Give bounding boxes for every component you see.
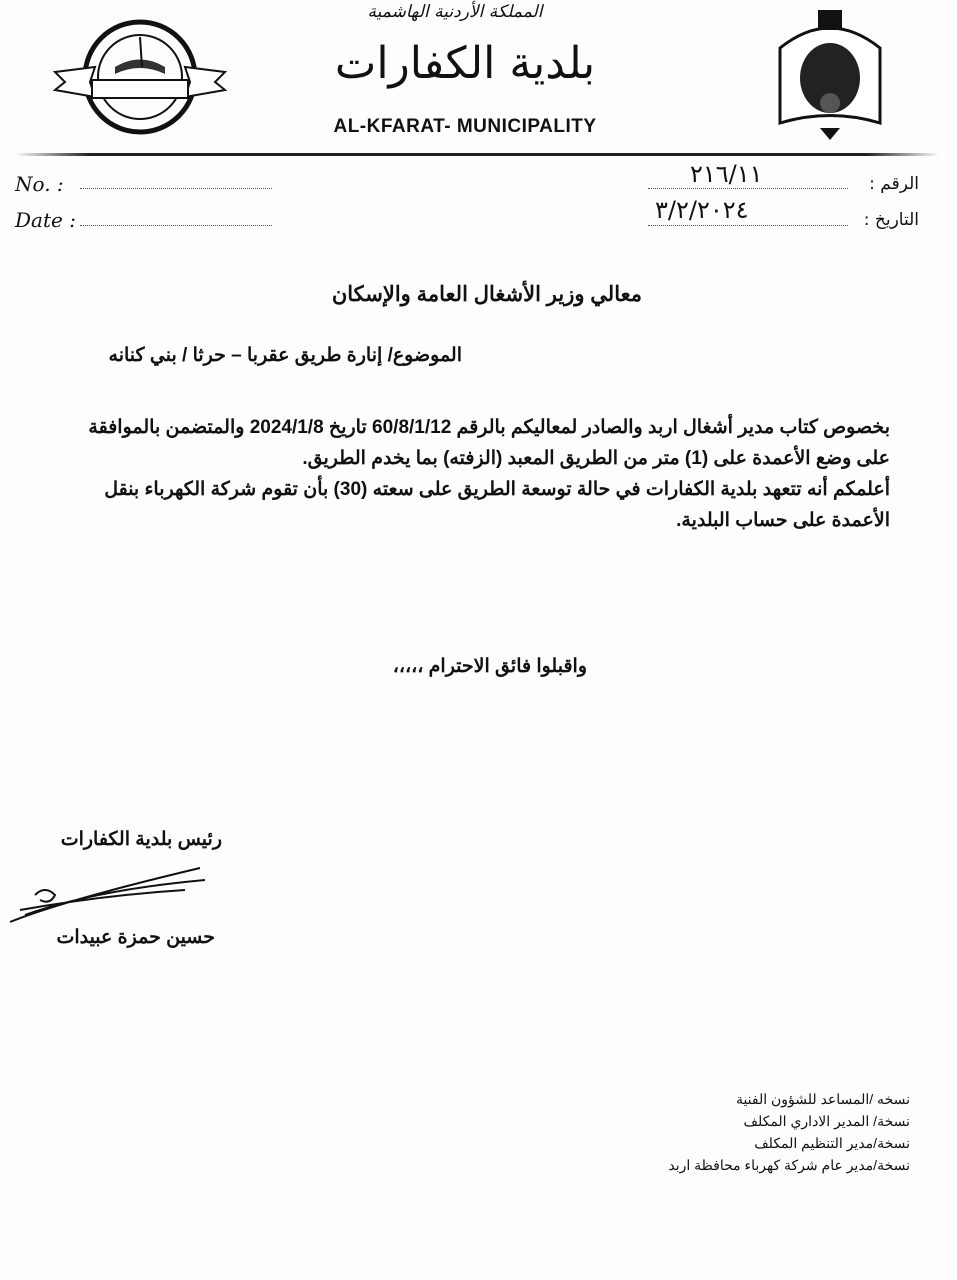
body-paragraph: أعلمكم أنه تتعهد بلدية الكفارات في حالة توسعة الطريق على سعته (30) بأن تقوم شركة الكهرباء بنقل الأعمدة على حساب البلدية. (104, 479, 890, 531)
header-divider (15, 153, 940, 156)
subject-line: الموضوع/ إنارة طريق عقربا – حرثا / بني كنانه (108, 345, 462, 366)
closing-line: واقبلوا فائق الاحترام ،،،،، (392, 656, 587, 677)
reference-number: ٢١٦/١١ (690, 160, 763, 188)
date-label-en: Date : (15, 208, 76, 232)
cc-item: نسخه /المساعد للشؤون الفنية (735, 1091, 910, 1107)
cc-item: نسخة/مدير عام شركة كهرباء محافظة اربد (668, 1157, 910, 1173)
municipality-seal-logo (50, 12, 230, 142)
cc-list (600, 1088, 910, 1176)
municipality-name-english: AL-KFARAT- MUNICIPALITY (333, 116, 597, 137)
date-label-ar: التاريخ : (863, 210, 919, 230)
signatory-name: حسين حمزة عبيدات (56, 927, 215, 948)
cc-item: نسخة/ المدير الاداري المكلف (743, 1113, 910, 1129)
letter-body (55, 412, 890, 536)
date-field-line-en (80, 224, 272, 226)
cc-item: نسخة/مدير التنظيم المكلف (754, 1135, 910, 1151)
addressee: معالي وزير الأشغال العامة والإسكان (331, 283, 642, 306)
kingdom-heading: المملكة الأردنية الهاشمية (367, 2, 543, 22)
date-field-line-ar (648, 224, 848, 226)
letter-date: ٣/٢/٢٠٢٤ (655, 196, 749, 224)
body-paragraph: بخصوص كتاب مدير أشغال اربد والصادر لمعاليكم بالرقم 60/8/1/12 تاريخ 2024/1/8 والمتضمن بالموافقة على وضع الأعمدة على (1) متر من الطريق المعبد (الزفته) بما يخدم الطريق. (88, 417, 890, 469)
no-label-en: No. : (15, 172, 64, 196)
handwritten-signature (5, 860, 215, 930)
municipality-name-arabic: بلدية الكفارات (334, 38, 596, 89)
no-label-ar: الرقم : (869, 174, 919, 194)
signatory-title: رئيس بلدية الكفارات (60, 829, 222, 850)
jordan-coat-of-arms-icon (770, 8, 890, 143)
no-field-line-en (80, 187, 272, 189)
